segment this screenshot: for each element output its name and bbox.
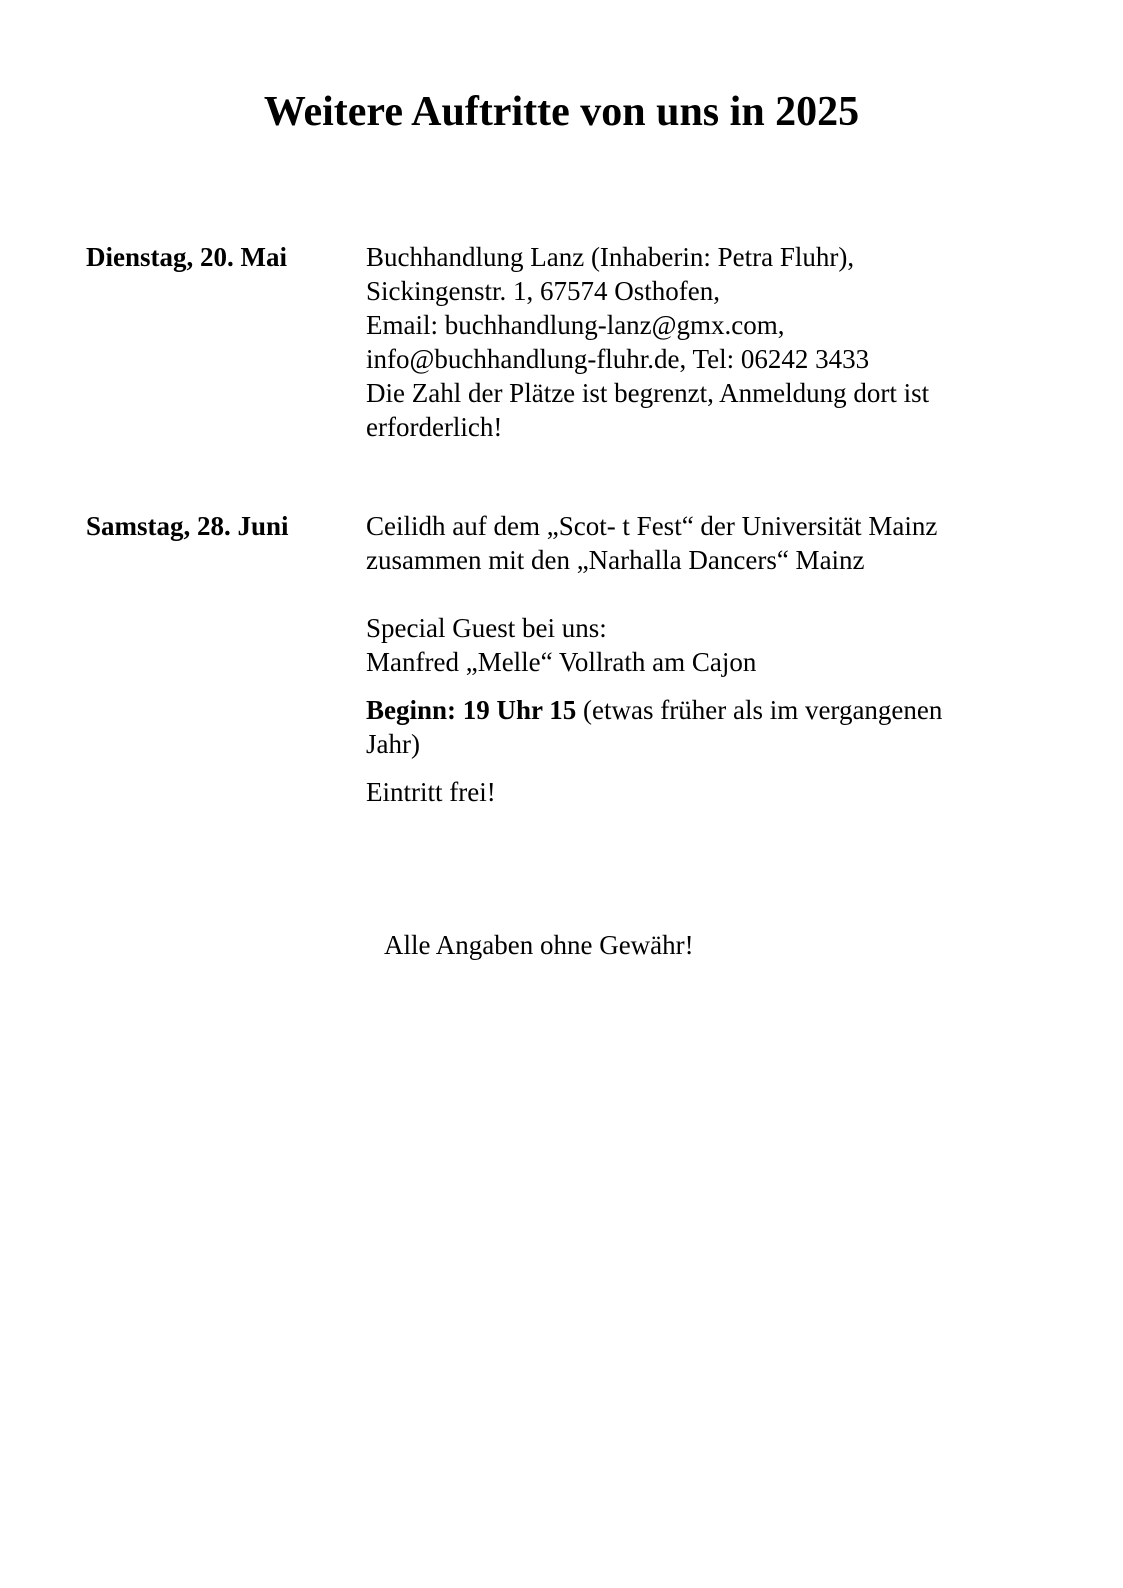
start-note-end: Jahr) xyxy=(366,729,420,759)
guest-line: Special Guest bei uns: xyxy=(366,613,607,643)
disclaimer: Alle Angaben ohne Gewähr! xyxy=(384,930,694,960)
event-description xyxy=(366,509,1046,577)
start-note: (etwas früher als im vergangenen xyxy=(576,695,943,725)
admission: Eintritt frei! xyxy=(366,777,496,807)
guest-line: Manfred „Melle“ Vollrath am Cajon xyxy=(366,647,757,677)
contact-line: info@buchhandlung-fluhr.de, Tel: 06242 3433 xyxy=(366,344,870,374)
email-line: Email: buchhandlung-lanz@gmx.com, xyxy=(366,310,785,340)
event-date: Dienstag, 20. Mai xyxy=(86,242,287,272)
event-date: Samstag, 28. Juni xyxy=(86,511,289,541)
start-label: Beginn: 19 Uhr 15 xyxy=(366,695,577,725)
notice-line: Die Zahl der Plätze ist begrenzt, Anmeldung dort ist xyxy=(366,378,930,408)
event-details xyxy=(366,509,1046,809)
address-line: Sickingenstr. 1, 67574 Osthofen, xyxy=(366,276,720,306)
venue-line: Buchhandlung Lanz (Inhaberin: Petra Fluhr), xyxy=(366,242,855,272)
event-details xyxy=(366,240,1046,444)
page-title: Weitere Auftritte von uns in 2025 xyxy=(263,89,860,135)
notice-line-end: erforderlich! xyxy=(366,412,503,442)
description-line: zusammen mit den „Narhalla Dancers“ Mainz xyxy=(366,545,865,575)
start-time xyxy=(366,693,1046,761)
special-guest xyxy=(366,611,1046,679)
description-line: Ceilidh auf dem „Scot- t Fest“ der Universität Mainz xyxy=(366,511,938,541)
